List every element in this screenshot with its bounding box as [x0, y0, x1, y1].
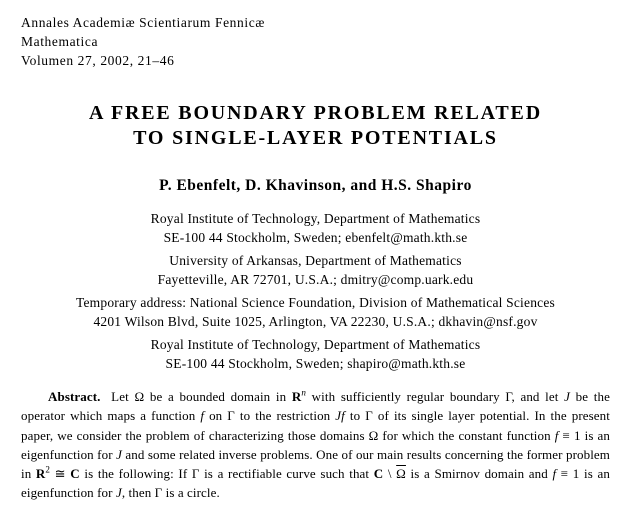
affiliation-group-ebenfelt [0, 209, 631, 247]
journal-header [21, 13, 265, 70]
affiliation-line: Royal Institute of Technology, Department of Mathematics [150, 337, 481, 352]
affiliation-line: SE-100 44 Stockholm, Sweden; ebenfelt@math.kth.se [163, 230, 468, 245]
affiliation-line: Temporary address: National Science Foundation, Division of Mathematical Sciences [75, 295, 555, 310]
affiliation-group-khavinson-temporary [0, 293, 631, 331]
journal-name: Annales Academiæ Scientiarum Fennicæ [21, 15, 265, 30]
affiliations-block [0, 209, 631, 377]
journal-series: Mathematica [21, 34, 99, 49]
paper-title-line-1: A FREE BOUNDARY PROBLEM RELATED [89, 102, 542, 124]
journal-volume-info: Volumen 27, 2002, 21–46 [21, 53, 175, 68]
affiliation-line: University of Arkansas, Department of Mathematics [169, 253, 462, 268]
affiliation-line: Fayetteville, AR 72701, U.S.A.; dmitry@comp.uark.edu [157, 272, 474, 287]
affiliation-line: SE-100 44 Stockholm, Sweden; shapiro@math.kth.se [165, 356, 466, 371]
affiliation-line: 4201 Wilson Blvd, Suite 1025, Arlington, VA 22230, U.S.A.; dkhavin@nsf.gov [93, 314, 538, 329]
affiliation-group-khavinson [0, 251, 631, 289]
authors-line: P. Ebenfelt, D. Khavinson, and H.S. Shapiro [159, 177, 472, 194]
abstract-paragraph: Abstract. Let Ω be a bounded domain in $R^n$ with sufficiently regular boundary Γ, and let J be the operator which maps a function f on Γ to the restriction Jf to Γ of its single layer potential. In the present paper, we consider the problem of characterizing those domains Ω for which the constant function f ≡ 1 is an eigenfunction for J and some related inverse problems. One of our main results concerning the former problem in $R^2$ ≅ C is the following: If Γ is a rectifiable curve such that C \ $\overline{\Omega}$ is a Smirnov domain and f ≡ 1 is an eigenfunction for J, then Γ is a circle. [21, 387, 610, 501]
paper-title-line-2: TO SINGLE-LAYER POTENTIALS [133, 127, 498, 149]
affiliation-group-shapiro [0, 335, 631, 373]
paper-title [0, 101, 631, 151]
affiliation-line: Royal Institute of Technology, Department of Mathematics [150, 211, 481, 226]
